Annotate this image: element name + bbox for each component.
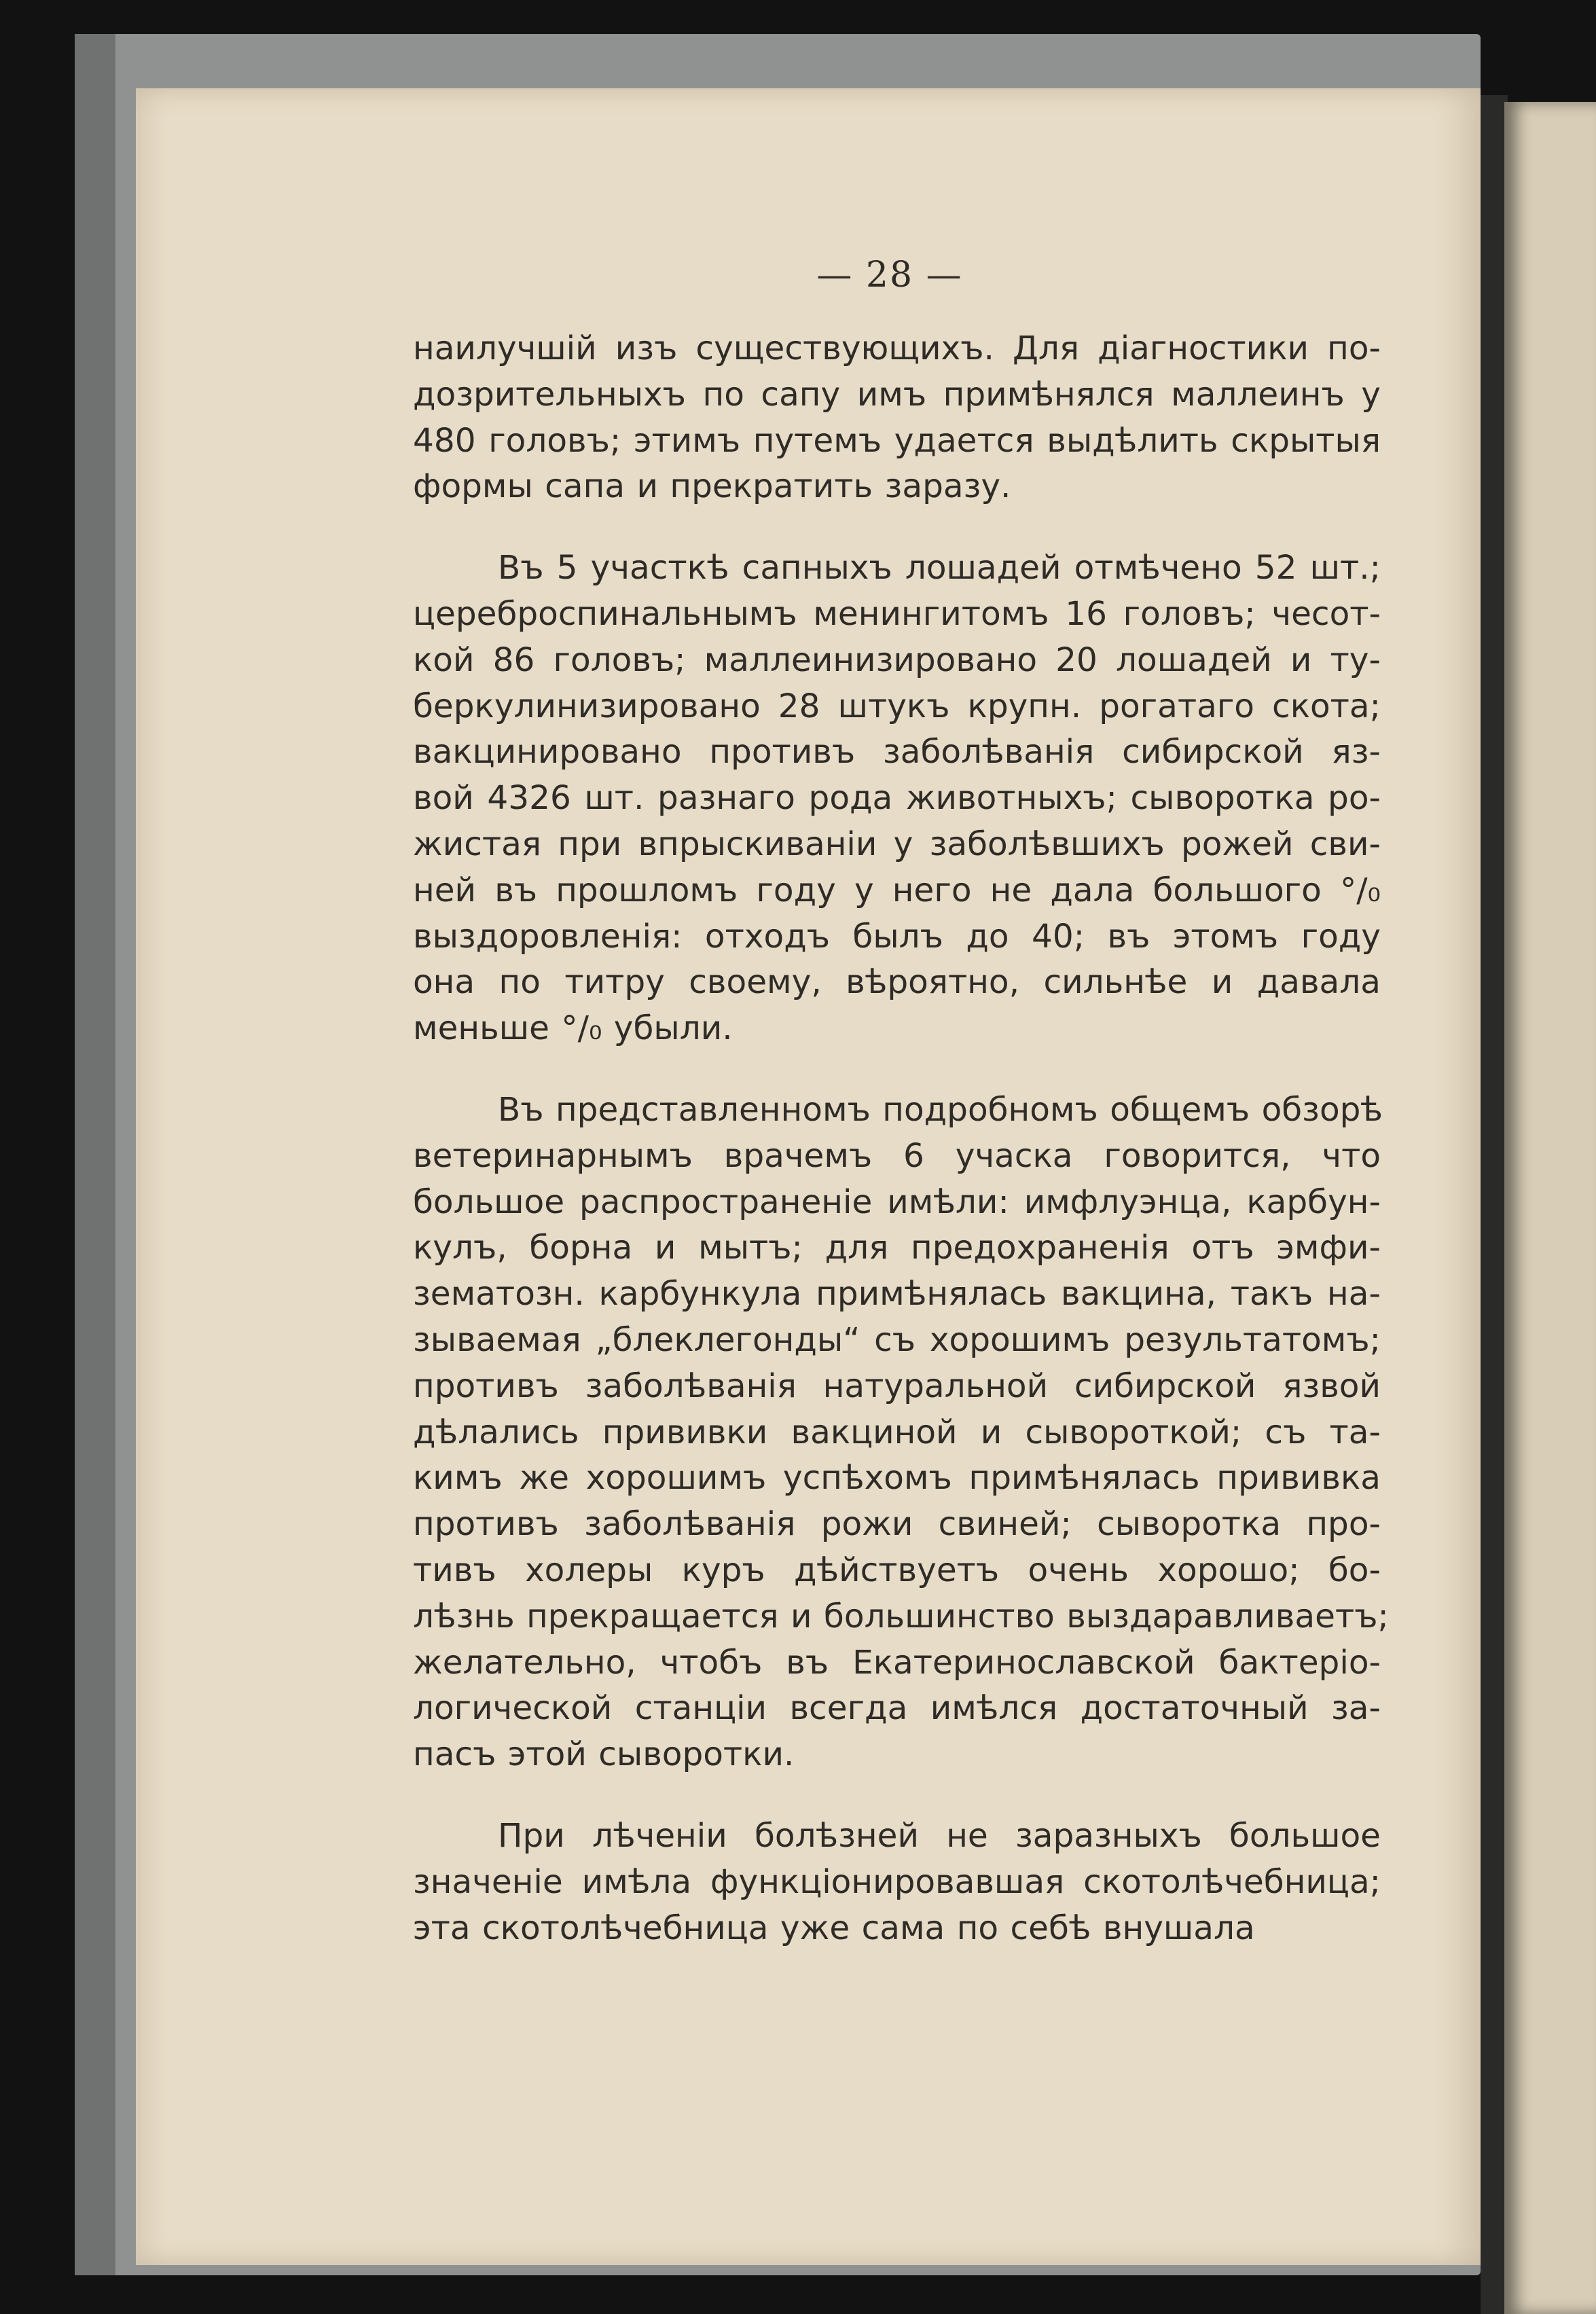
text-line: эта скотолѣчебница уже сама по себѣ внушала bbox=[413, 1909, 1255, 1947]
text-line: ветеринарнымъ врачемъ 6 учаска говорится, что bbox=[413, 1136, 1381, 1175]
text-line: формы сапа и прекратить заразу. bbox=[413, 467, 1011, 506]
paragraph bbox=[413, 326, 1381, 510]
text-line: кулъ, борна и мытъ; для предохраненія отъ эмфи- bbox=[413, 1229, 1381, 1267]
text-line: пасъ этой сыворотки. bbox=[413, 1735, 795, 1774]
text-line: зываемая „блеклегонды“ съ хорошимъ результатомъ; bbox=[413, 1320, 1381, 1359]
text-line: она по титру своему, вѣроятно, сильнѣе и давала bbox=[413, 963, 1381, 1002]
text-line: логической станціи всегда имѣлся достаточный за- bbox=[413, 1689, 1381, 1728]
text-line: зематозн. карбункула примѣнялась вакцина, такъ на- bbox=[413, 1275, 1381, 1314]
text-line: 480 головъ; этимъ путемъ удается выдѣлить скрытыя bbox=[413, 421, 1381, 460]
page-number: — 28 — bbox=[816, 255, 963, 295]
text-line: кой 86 головъ; маллеинизировано 20 лошадей и ту- bbox=[413, 640, 1381, 679]
text-line: дозрительныхъ по сапу имъ примѣнялся маллеинъ у bbox=[413, 375, 1381, 414]
text-line: беркулинизировано 28 штукъ крупн. рогатаго скота; bbox=[413, 687, 1381, 725]
text-line: лѣзнь прекращается и большинство выздаравливаетъ; bbox=[413, 1597, 1389, 1635]
text-line: Въ представленномъ подробномъ общемъ обзорѣ bbox=[498, 1090, 1383, 1129]
text-line: значеніе имѣла функціонировавшая скотолѣчебница; bbox=[413, 1862, 1381, 1901]
text-line: Въ 5 участкѣ сапныхъ лошадей отмѣчено 52 шт.; bbox=[498, 549, 1381, 587]
book-gutter bbox=[1481, 95, 1508, 2314]
page-text bbox=[413, 326, 1389, 1951]
text-line: наилучшій изъ существующихъ. Для діагностики по- bbox=[413, 329, 1381, 367]
next-page-edge bbox=[1504, 102, 1596, 2314]
book-cover-edge bbox=[75, 34, 115, 2275]
text-line: дѣлались прививки вакциной и сывороткой; съ та- bbox=[413, 1413, 1381, 1451]
text-line: жистая при впрыскиваніи у заболѣвшихъ рожей сви- bbox=[413, 825, 1381, 863]
paragraph bbox=[413, 545, 1381, 1052]
text-line: большое распространеніе имѣли: имфлуэнца, карбун- bbox=[413, 1182, 1381, 1221]
text-line: цереброспинальнымъ менингитомъ 16 головъ; чесот- bbox=[413, 594, 1381, 633]
text-line: желательно, чтобъ въ Екатеринославской бактеріо- bbox=[413, 1643, 1381, 1682]
paragraph bbox=[413, 1813, 1381, 1951]
text-line: меньше °/₀ убыли. bbox=[413, 1009, 733, 1048]
paragraph bbox=[413, 1087, 1389, 1778]
text-line: ней въ прошломъ году у него не дала большого °/₀ bbox=[413, 871, 1381, 909]
text-line: вой 4326 шт. разнаго рода животныхъ; сыворотка ро- bbox=[413, 779, 1381, 818]
text-line: кимъ же хорошимъ успѣхомъ примѣнялась прививка bbox=[413, 1459, 1381, 1498]
text-line: противъ заболѣванія рожи свиней; сыворотка про- bbox=[413, 1505, 1381, 1544]
text-line: тивъ холеры куръ дѣйствуетъ очень хорошо; бо- bbox=[413, 1551, 1381, 1589]
text-line: При лѣченіи болѣзней не заразныхъ большое bbox=[498, 1816, 1381, 1855]
text-line: выздоровленія: отходъ былъ до 40; въ этомъ году bbox=[413, 917, 1381, 956]
text-line: противъ заболѣванія натуральной сибирской язвой bbox=[413, 1367, 1381, 1405]
text-line: вакцинировано противъ заболѣванія сибирской яз- bbox=[413, 733, 1381, 772]
